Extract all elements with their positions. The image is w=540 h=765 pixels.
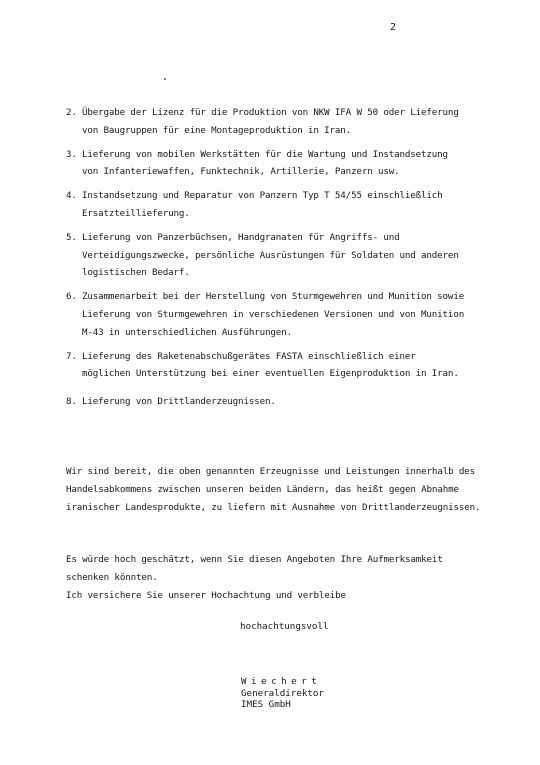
list-item-number: 7.	[66, 350, 77, 362]
list-item-text: Lieferung von mobilen Werkstätten für die Wartung und Instandsetzung von Infanteriewaffen, Funktechnik, Artillerie, Panzern usw.	[82, 148, 448, 178]
list-item-text: Lieferung von Drittlanderzeugnissen.	[82, 396, 276, 408]
list-item-text: Lieferung von Panzerbüchsen, Handgranaten für Angriffs- und Verteidigungszwecke, persönliche Ausrüstungen für Soldaten und anderen logistischen Bedarf.	[82, 231, 459, 279]
list-item-text: Lieferung des Raketenabschußgerätes FASTA einschließlich einer möglichen Unterstützung bei einer eventuellen Eigenproduktion in Iran.	[82, 350, 459, 380]
list-item	[66, 104, 466, 140]
paper-speck	[164, 78, 166, 80]
list-item	[66, 393, 466, 411]
page-number: 2	[390, 22, 397, 33]
list-item-number: 8.	[66, 396, 77, 408]
list-item	[66, 348, 466, 384]
list-item	[66, 187, 466, 223]
list-item-text: Übergabe der Lizenz für die Produktion von NKW IFA W 50 oder Lieferung von Baugruppen für eine Montageproduktion in Iran.	[82, 107, 459, 136]
signatory-company: IMES GmbH	[241, 699, 291, 710]
signatory-title: Generaldirektor	[241, 687, 324, 699]
list-item	[66, 229, 466, 282]
closing-paragraph-line: Ich versichere Sie unserer Hochachtung und verbleibe	[66, 589, 346, 601]
list-item	[66, 146, 466, 182]
list-item	[66, 288, 466, 341]
offer-list	[66, 104, 466, 417]
closing-paragraph	[66, 551, 486, 604]
list-item-number: 5.	[66, 231, 77, 243]
offer-terms-paragraph: Wir sind bereit, die oben genannten Erzeugnisse und Leistungen innerhalb des Handelsabkommens zwischen unseren beiden Ländern, das heißt gegen Abnahme iranischer Landesprodukte, zu liefern mit Ausnahme von Drittlanderzeugnissen.	[66, 466, 481, 513]
valediction: hochachtungsvoll	[240, 621, 329, 632]
signature-block	[241, 676, 324, 711]
list-item-number: 4.	[66, 190, 77, 202]
list-item-number: 3.	[66, 148, 77, 160]
signatory-name: Wiechert	[241, 676, 322, 687]
list-item-number: 2.	[66, 107, 77, 118]
list-item-text: Zusammenarbeit bei der Herstellung von Sturmgewehren und Munition sowie Lieferung von Sturmgewehren in verschiedenen Versionen und von Munition M-43 in unterschiedlichen Ausführungen.	[82, 291, 465, 338]
closing-paragraph-line: Es würde hoch geschätzt, wenn Sie diesen Angeboten Ihre Aufmerksamkeit schenken könnten.	[66, 554, 443, 583]
list-item-text: Instandsetzung und Reparatur von Panzern Typ T 54/55 einschließlich Ersatzteillieferung.	[82, 190, 443, 219]
list-item-number: 6.	[66, 291, 77, 303]
